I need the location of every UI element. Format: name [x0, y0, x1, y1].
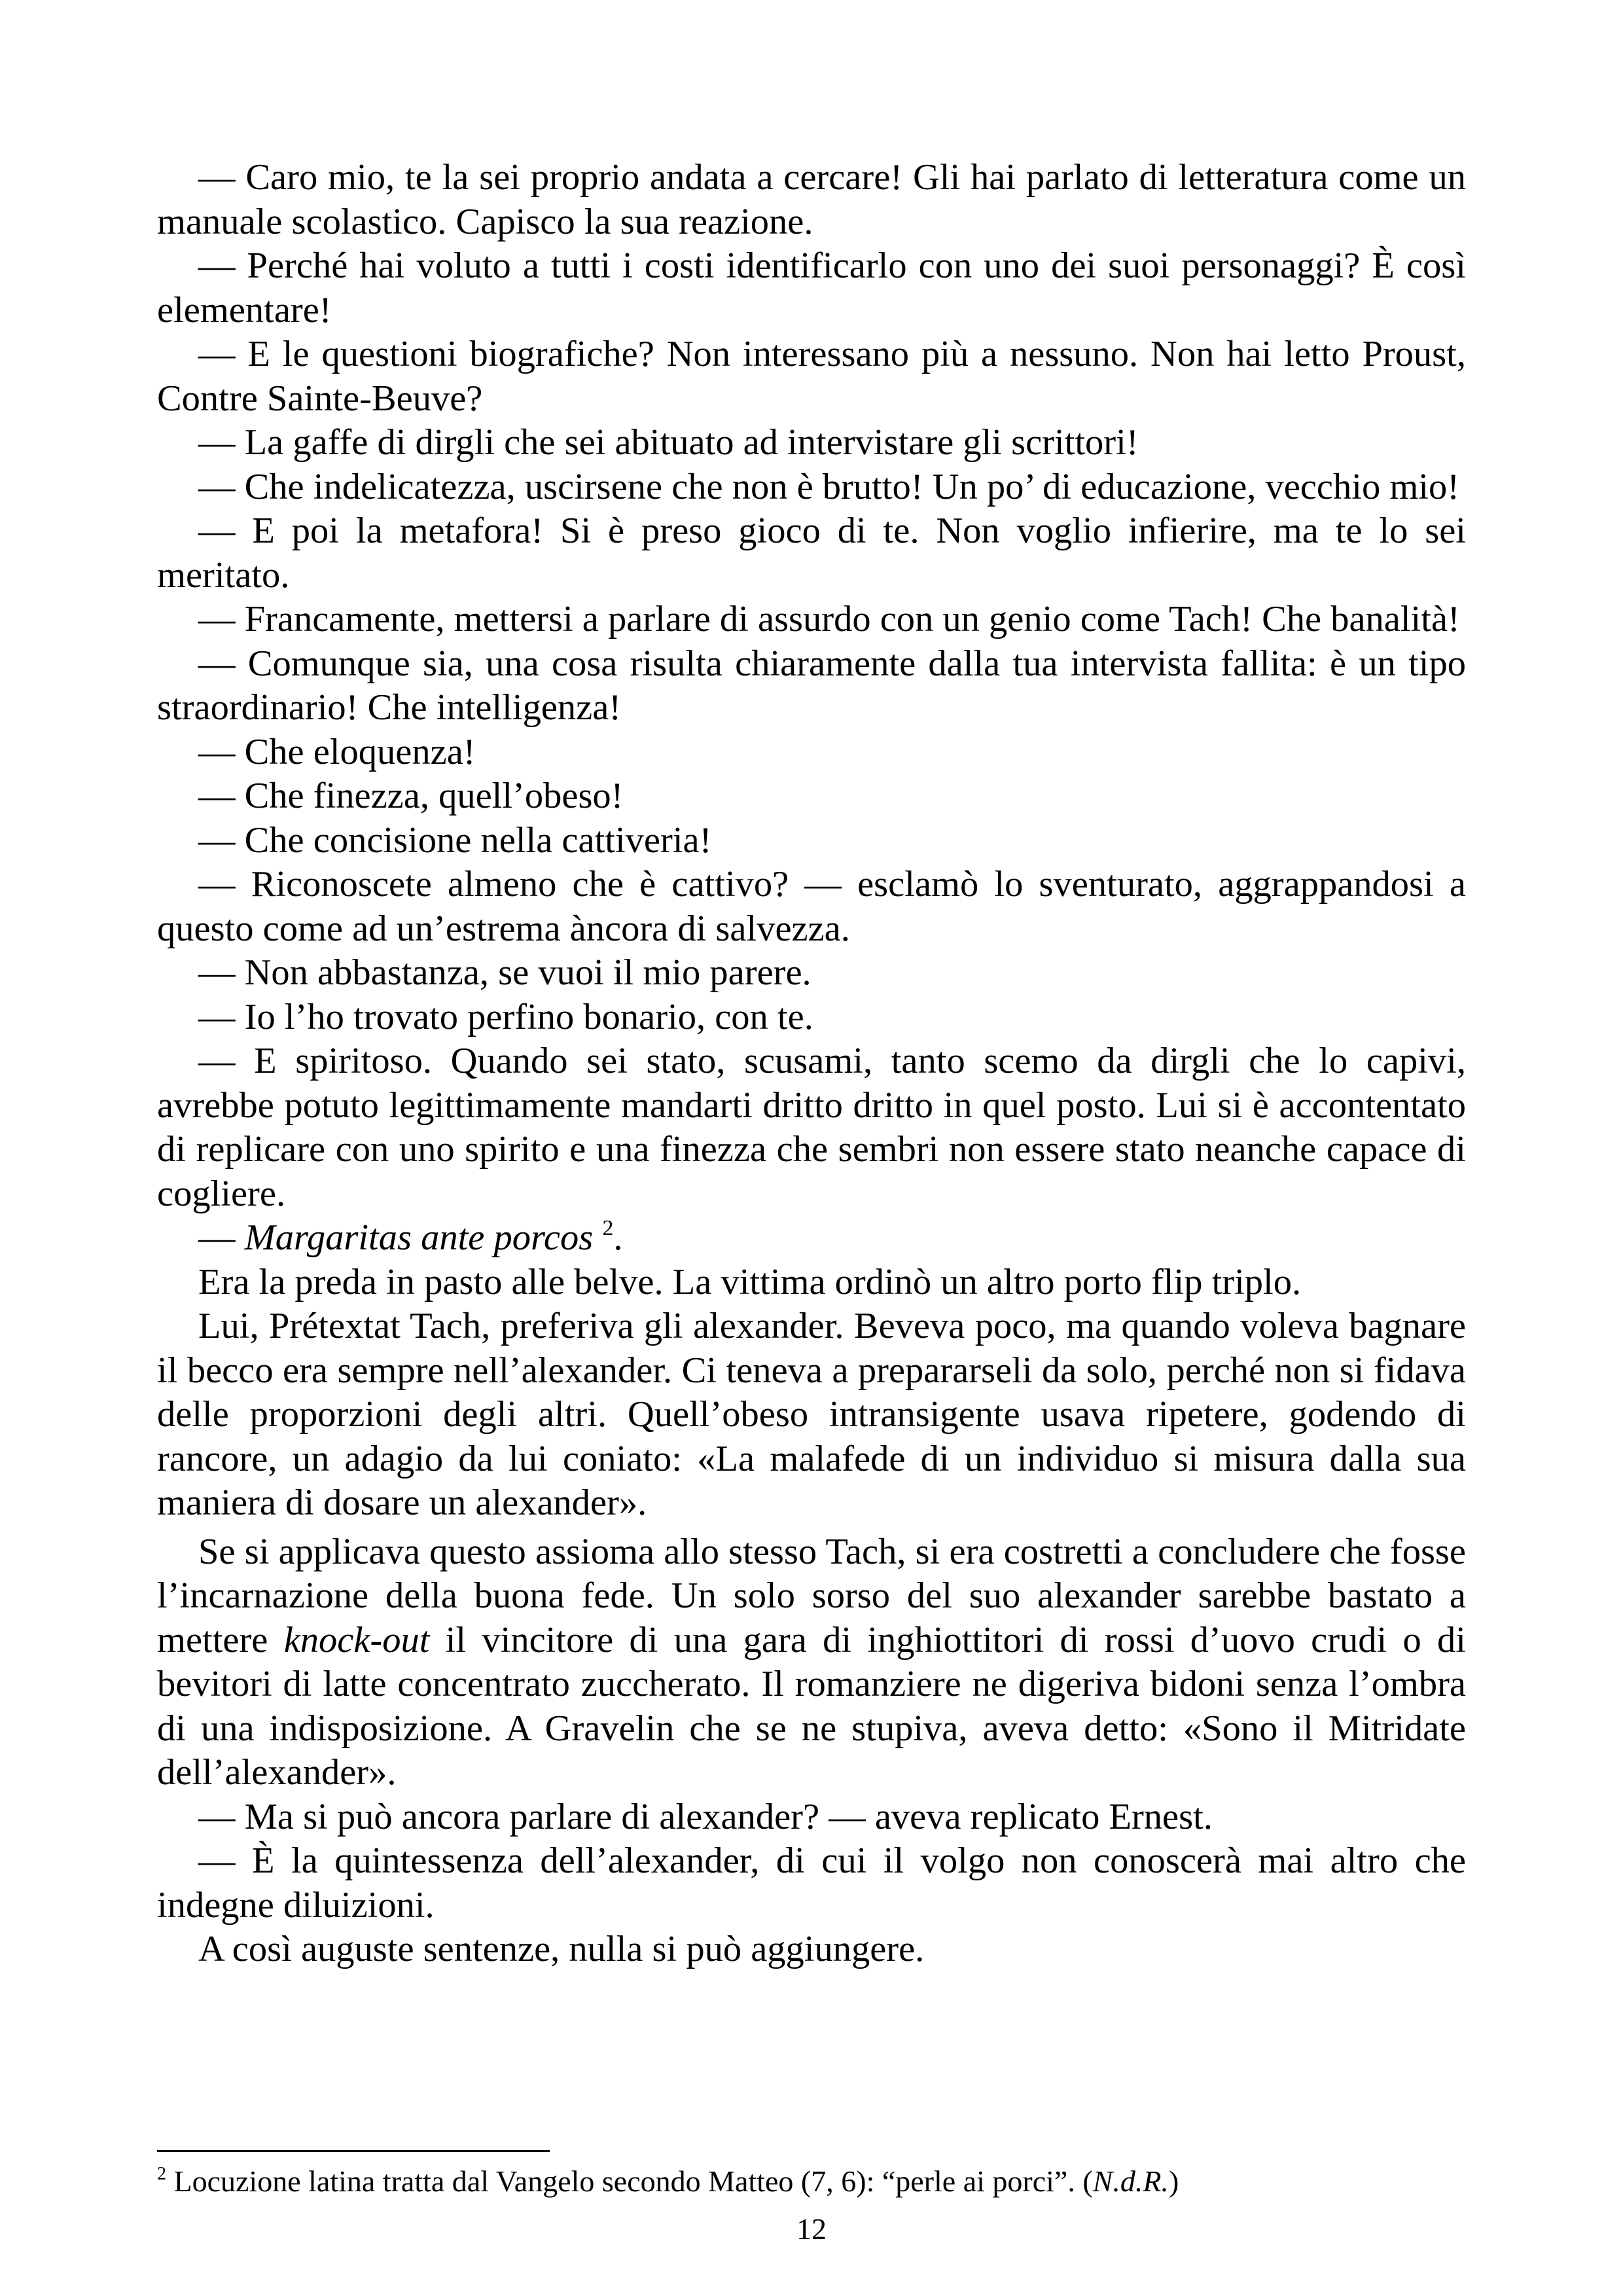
quote-end: .: [613, 1217, 623, 1258]
knockout-text-before: Se si applicava questo assioma allo stesso Tach, si era costretti a concludere che fosse l’incarnazione della buona fede. Un solo sorso del suo alexander sarebbe bastato a mettere: [157, 1531, 1466, 1660]
paragraph: — Francamente, mettersi a parlare di assurdo con un genio come Tach! Che banalità!: [198, 599, 1460, 639]
paragraph: — Non abbastanza, se vuoi il mio parere.: [198, 952, 812, 993]
footnote-divider: [157, 2150, 550, 2152]
paragraph: Lui, Prétextat Tach, preferiva gli alexander. Beveva poco, ma quando voleva bagnare il becco era sempre nell’alexander. Ci teneva a prepararseli da solo, perché non si fidava delle proporzioni degli altri. Quell’obeso intransigente usava ripetere, godendo di rancore, un adagio da lui coniato: «La malafede di un individuo si misura dalla sua maniera di dosare un alexander».: [157, 1306, 1466, 1523]
knockout-italic: knock-out: [283, 1619, 430, 1660]
paragraph: — Che indelicatezza, uscirsene che non è brutto! Un po’ di educazione, vecchio mio!: [198, 466, 1460, 507]
footnote: [157, 2163, 1466, 2200]
footnote-editor-note: N.d.R.: [1092, 2164, 1169, 2198]
paragraph: — Caro mio, te la sei proprio andata a cercare! Gli hai parlato di letteratura come un manuale scolastico. Capisco la sua reazione.: [157, 157, 1466, 242]
latin-phrase: Margaritas ante porcos: [244, 1217, 594, 1258]
footnote-reference[interactable]: 2: [602, 1216, 614, 1240]
paragraph: — E le questioni biografiche? Non interessano più a nessuno. Non hai letto Proust, Contre Sainte-Beuve?: [157, 334, 1466, 419]
knockout-text-after: il vincitore di una gara di inghiottitori di rossi d’uovo crudi o di bevitori di latte concentrato zuccherato. Il romanziere ne digeriva bidoni senza l’ombra di una indisposizione. A Gravelin che se ne stupiva, aveva detto: «Sono il Mitridate dell’alexander».: [157, 1619, 1467, 1793]
paragraph: A così auguste sentenze, nulla si può aggiungere.: [198, 1929, 925, 1969]
quote-dash: —: [198, 1217, 245, 1258]
paragraph: — Che concisione nella cattiveria!: [198, 819, 712, 861]
paragraph: Era la preda in pasto alle belve. La vittima ordinò un altro porto flip triplo.: [198, 1261, 1302, 1302]
paragraph: — Che eloquenza!: [198, 731, 476, 772]
paragraph: — E poi la metafora! Si è preso gioco di te. Non voglio infierire, ma te lo sei meritato.: [157, 511, 1466, 596]
body-text: [157, 156, 1466, 1972]
paragraph: — Riconoscete almeno che è cattivo? — esclamò lo sventurato, aggrappandosi a questo come ad un’estrema àncora di salvezza.: [157, 864, 1466, 949]
page-number: 12: [796, 2212, 827, 2246]
paragraph: — È la quintessenza dell’alexander, di cui il volgo non conoscerà mai altro che indegne diluizioni.: [157, 1840, 1466, 1926]
footnote-close: ): [1168, 2164, 1179, 2198]
paragraph: — Perché hai voluto a tutti i costi identificarlo con uno dei suoi personaggi? È così elementare!: [157, 245, 1466, 331]
paragraph: — Io l’ho trovato perfino bonario, con te.: [198, 996, 813, 1037]
footnote-text: Locuzione latina tratta dal Vangelo secondo Matteo (7, 6): “perle ai porci”. (: [166, 2164, 1093, 2198]
paragraph: — La gaffe di dirgli che sei abituato ad intervistare gli scrittori!: [198, 422, 1139, 463]
latin-quote-paragraph: [157, 1216, 1466, 1261]
knockout-paragraph: [157, 1530, 1466, 1795]
paragraph: — Ma si può ancora parlare di alexander? — aveva replicato Ernest.: [198, 1796, 1213, 1837]
paragraph: — Che finezza, quell’obeso!: [198, 776, 624, 816]
paragraph: — Comunque sia, una cosa risulta chiaramente dalla tua intervista fallita: è un tipo straordinario! Che intelligenza!: [157, 643, 1466, 728]
footnote-number: 2: [157, 2164, 166, 2184]
paragraph: — E spiritoso. Quando sei stato, scusami, tanto scemo da dirgli che lo capivi, avrebbe potuto legittimamente mandarti dritto dritto in quel posto. Lui si è accontentato di replicare con uno spirito e una finezza che sembri non essere stato neanche capace di cogliere.: [157, 1041, 1466, 1214]
